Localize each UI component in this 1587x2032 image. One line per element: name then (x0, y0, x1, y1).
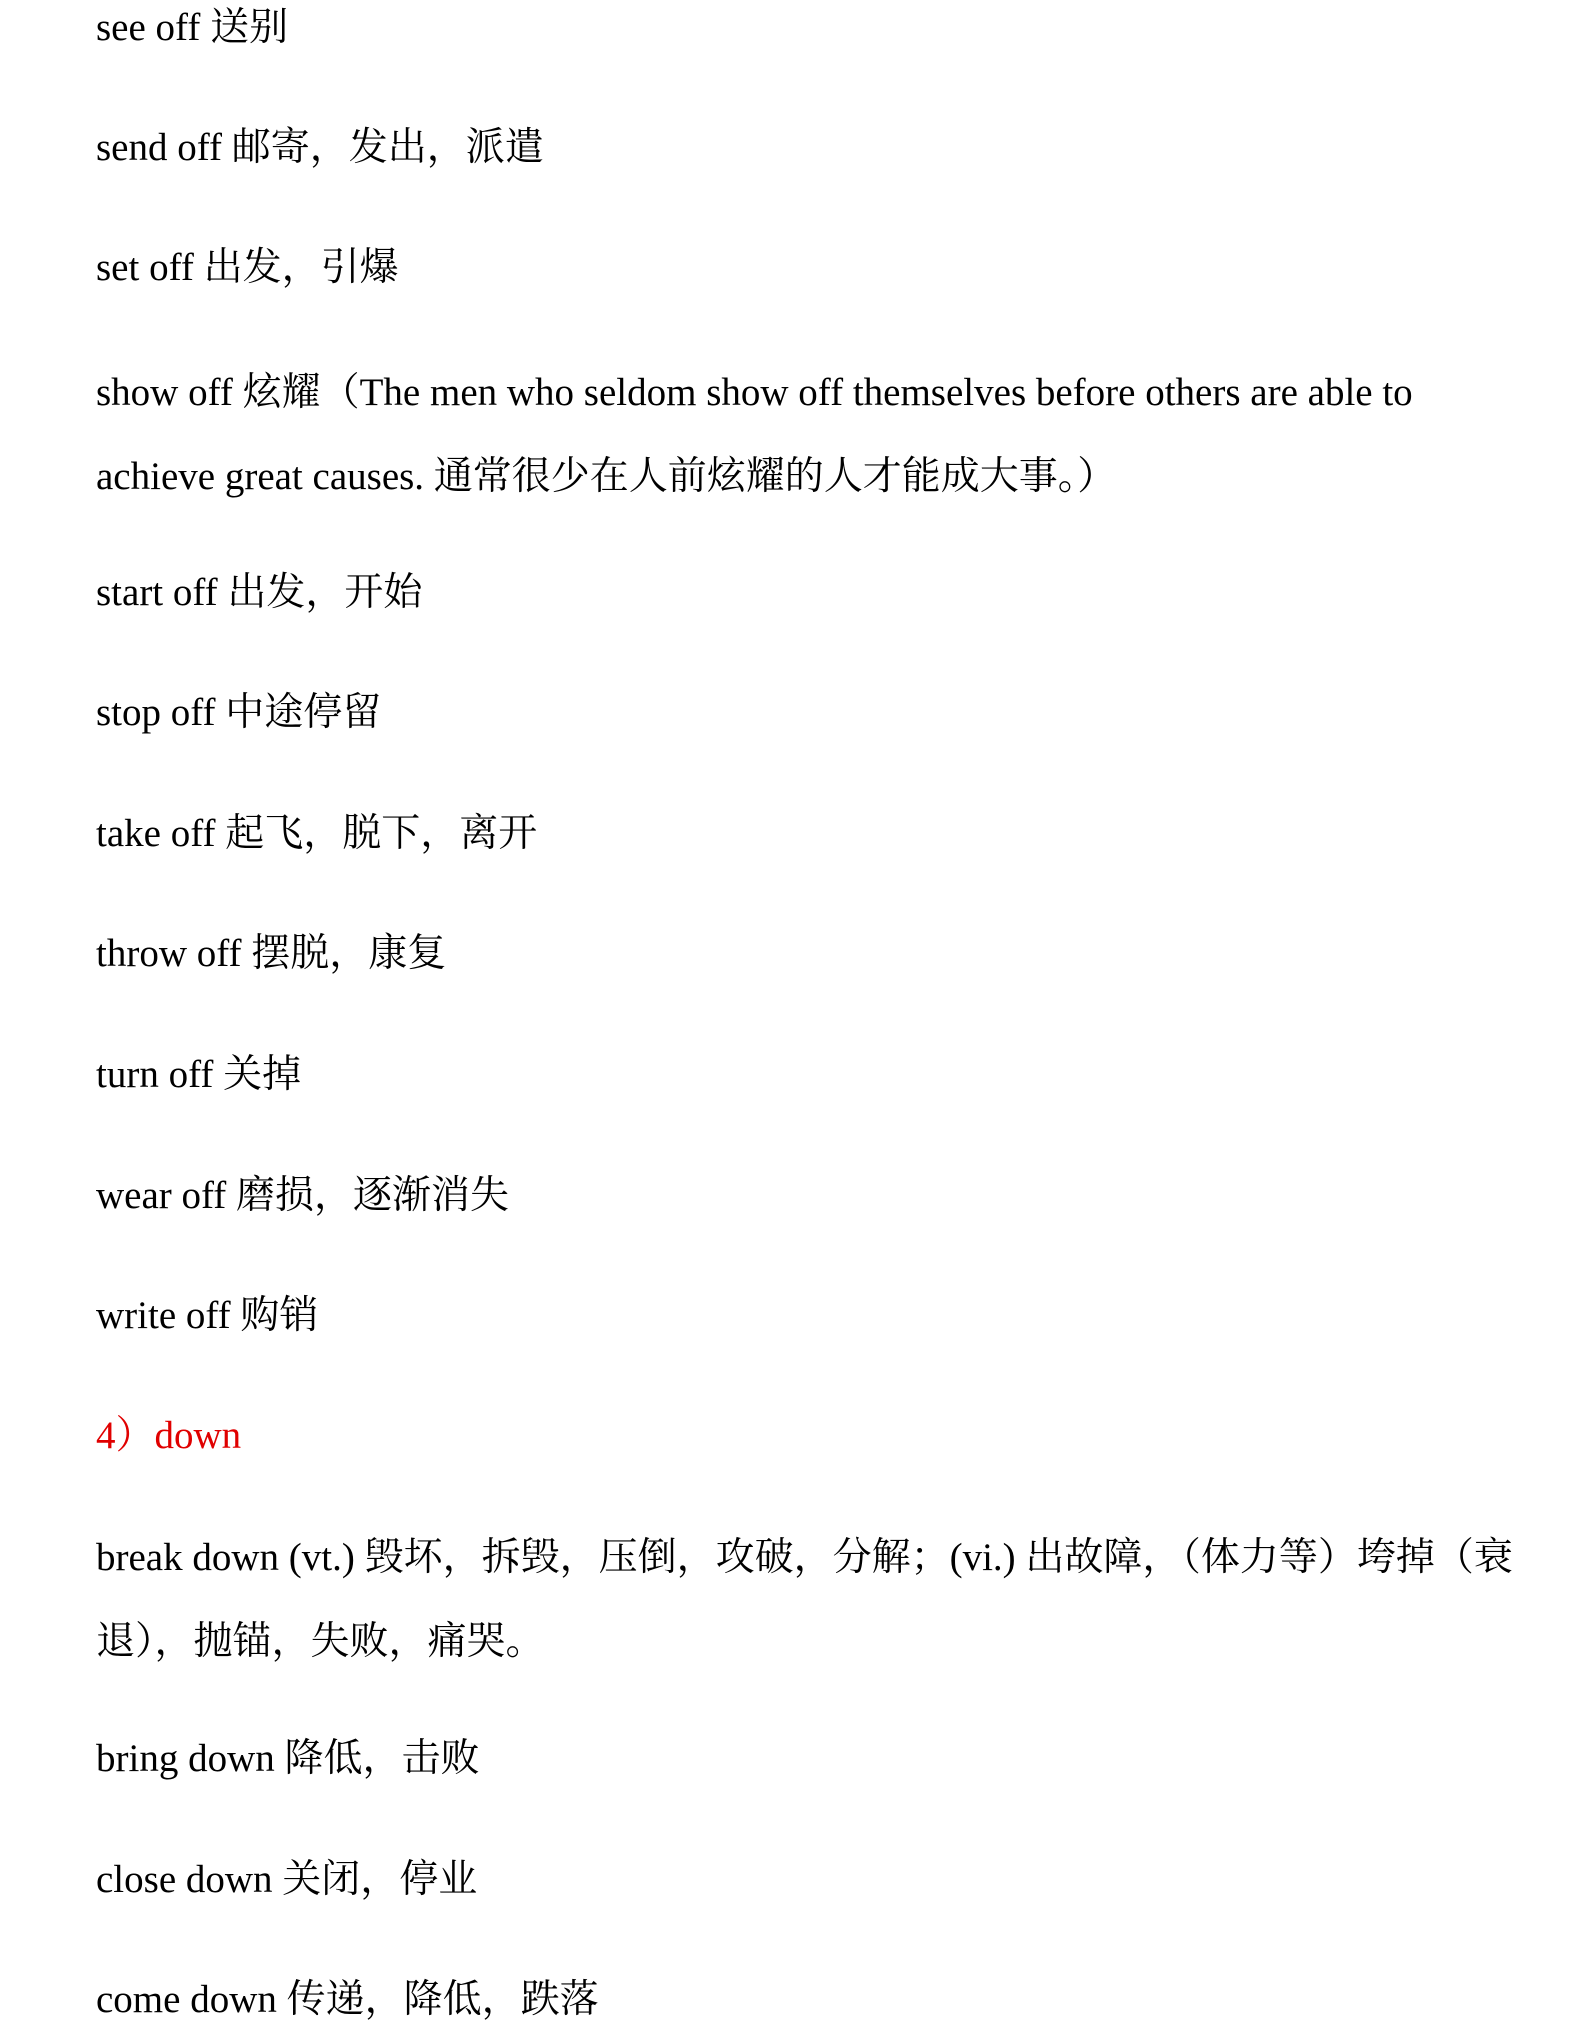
entry-wear-off: wear off 磨损，逐渐消失 (96, 1174, 510, 1217)
entry-bring-down: bring down 降低，击败 (96, 1737, 480, 1780)
entry-start-off: start off 出发，开始 (96, 571, 423, 614)
entry-close-down: close down 关闭，停业 (96, 1858, 478, 1901)
entry-break-down: break down (vt.) 毁坏，拆毁，压倒，攻破，分解；(vi.) 出故障，（体力等）垮掉（衰退），抛锚，失败，痛哭。 (96, 1536, 1513, 1663)
entry-throw-off: throw off 摆脱，康复 (96, 932, 447, 975)
entry-stop-off: stop off 中途停留 (96, 691, 382, 734)
entry-turn-off: turn off 关掉 (96, 1053, 302, 1096)
entry-send-off: send off 邮寄，发出，派遣 (96, 126, 544, 169)
entry-come-down: come down 传递，降低，跌落 (96, 1978, 599, 2021)
section-heading-down: 4）down (96, 1414, 242, 1457)
entry-show-off: show off 炫耀（The men who seldom show off themselves before others are able to achieve great causes. 通常很少在人前炫耀的人才能成大事。） (96, 371, 1413, 498)
entry-write-off: write off 购销 (96, 1294, 319, 1337)
entry-set-off: set off 出发，引爆 (96, 246, 399, 289)
entry-see-off: see off 送别 (96, 6, 289, 49)
entry-take-off: take off 起飞，脱下，离开 (96, 812, 538, 855)
